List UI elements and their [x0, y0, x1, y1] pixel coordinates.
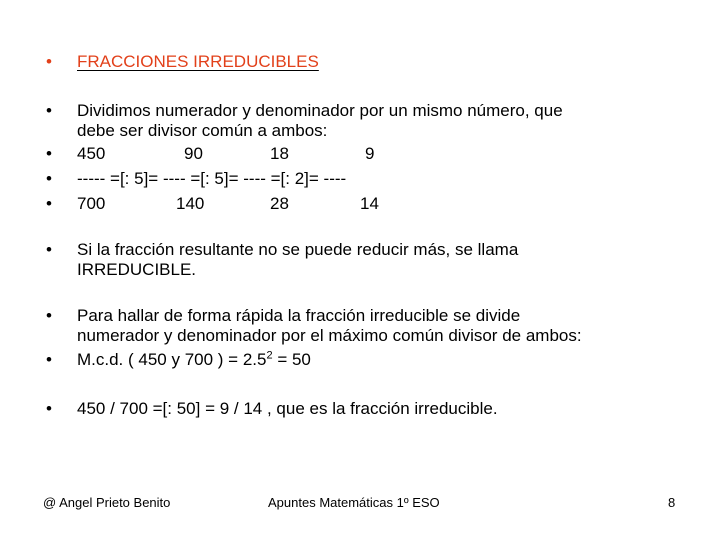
bullet-icon: • — [46, 194, 52, 213]
footer-author: @ Angel Prieto Benito — [43, 495, 171, 510]
footer-page-number: 8 — [668, 495, 676, 510]
bullet-icon: • — [46, 399, 52, 418]
denominator-value: 700 — [77, 194, 106, 213]
irreducible-line-2: IRREDUCIBLE. — [77, 260, 197, 279]
bullet-icon: • — [46, 169, 52, 188]
mcd-formula — [77, 350, 311, 370]
denominator-value: 140 — [176, 194, 205, 213]
bullet-icon: • — [46, 144, 52, 163]
fraction-bar-line: ----- =[: 5]= ---- =[: 5]= ---- =[: 2]= ---- — [77, 169, 347, 188]
intro-line-2: debe ser divisor común a ambos: — [77, 121, 328, 140]
intro-line-1: Dividimos numerador y denominador por un mismo número, que — [77, 101, 563, 120]
bullet-icon: • — [46, 101, 52, 120]
bullet-icon: • — [46, 306, 52, 325]
irreducible-line-1: Si la fracción resultante no se puede reducir más, se llama — [77, 240, 519, 259]
numerator-value: 18 — [270, 144, 289, 163]
bullet-icon: • — [46, 350, 52, 369]
mcd-suffix: = 50 — [272, 350, 311, 369]
numerator-value: 90 — [184, 144, 203, 163]
slide-title: FRACCIONES IRREDUCIBLES — [77, 52, 319, 71]
mcd-exponent: 2 — [266, 349, 273, 362]
numerator-value: 9 — [365, 144, 375, 163]
denominator-value: 28 — [270, 194, 289, 213]
method-line-1: Para hallar de forma rápida la fracción irreducible se divide — [77, 306, 521, 325]
mcd-prefix: M.c.d. ( 450 y 700 ) = 2.5 — [77, 350, 267, 369]
result-line: 450 / 700 =[: 50] = 9 / 14 , que es la fracción irreducible. — [77, 399, 498, 418]
method-line-2: numerador y denominador por el máximo común divisor de ambos: — [77, 326, 582, 345]
bullet-icon: • — [46, 240, 52, 259]
footer-course: Apuntes Matemáticas 1º ESO — [268, 495, 440, 510]
bullet-icon: • — [46, 52, 52, 71]
denominator-value: 14 — [360, 194, 379, 213]
numerator-value: 450 — [77, 144, 106, 163]
